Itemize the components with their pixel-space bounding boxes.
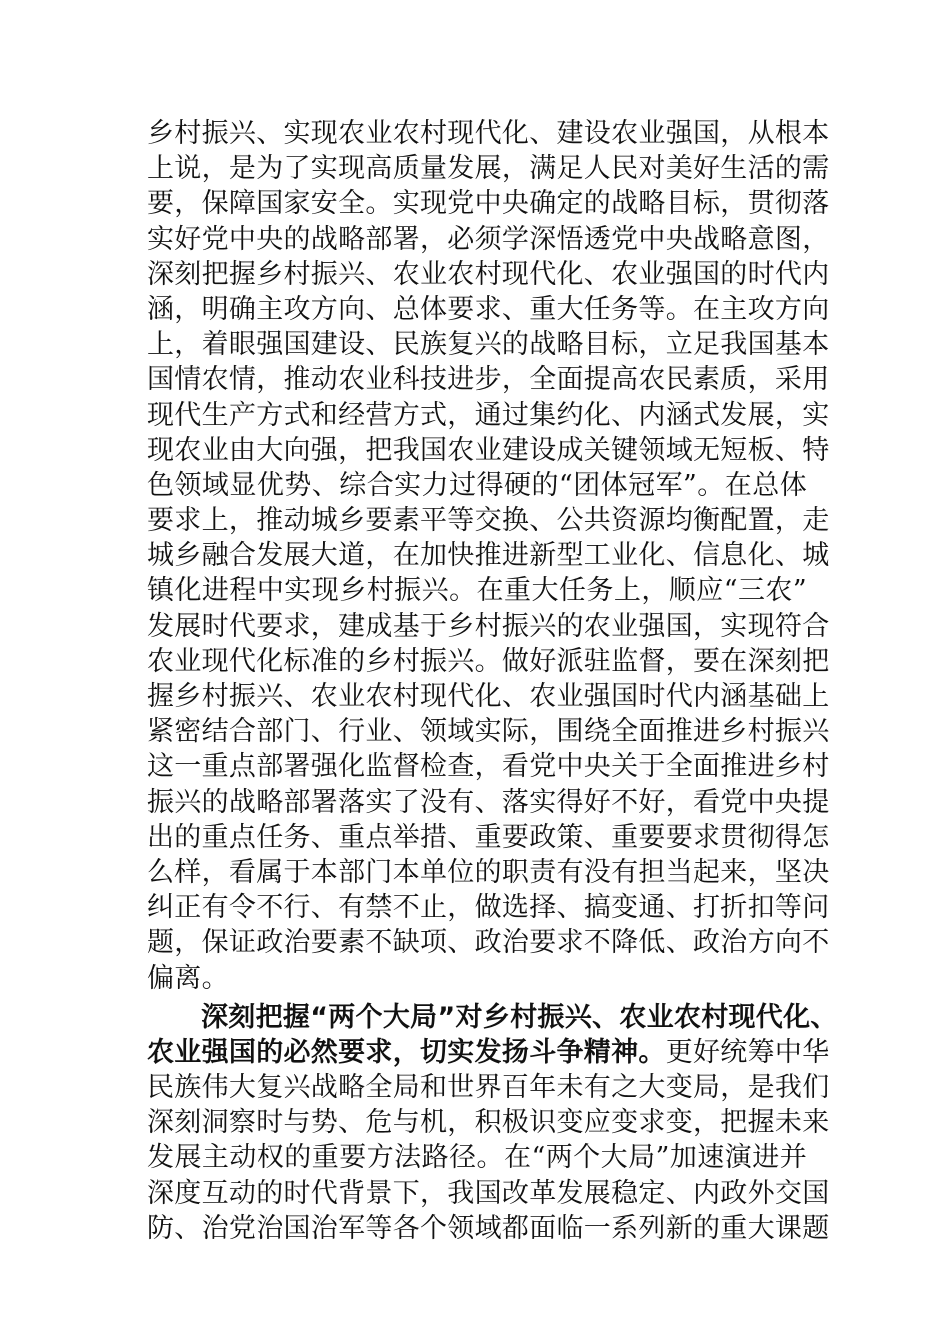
text-line: 偏离。	[147, 962, 229, 994]
text-line: 深刻洞察时与势、危与机，积极识变应变求变，把握未来	[147, 1107, 830, 1139]
text-line: 题，保证政治要素不缺项、政治要求不降低、政治方向不	[147, 927, 830, 959]
bold-heading-text: 农业强国的必然要求，切实发扬斗争精神。	[147, 1036, 666, 1068]
text-line: 紧密结合部门、行业、领域实际，围绕全面推进乡村振兴	[147, 716, 830, 748]
text-line: 深度互动的时代背景下，我国改革发展稳定、内政外交国	[147, 1177, 830, 1209]
text-line	[147, 1035, 830, 1070]
text-line: 城乡融合发展大道，在加快推进新型工业化、信息化、城	[147, 540, 830, 572]
text-line	[147, 1000, 838, 1035]
text-line: 现农业由大向强，把我国农业建设成关键领域无短板、特	[147, 434, 830, 466]
paragraph-2	[147, 1000, 838, 1246]
text-line: 实好党中央的战略部署，必须学深悟透党中央战略意图，	[147, 223, 830, 255]
text-line: 色领域显优势、综合实力过得硬的“团体冠军”。在总体	[147, 469, 807, 501]
text-line: 乡村振兴、实现农业农村现代化、建设农业强国，从根本	[147, 118, 830, 149]
text-line: 振兴的战略部署落实了没有、落实得好不好，看党中央提	[147, 786, 830, 818]
text-line: 镇化进程中实现乡村振兴。在重大任务上，顺应“三农”	[147, 575, 807, 607]
text-line: 握乡村振兴、农业农村现代化、农业强国时代内涵基础上	[147, 681, 830, 712]
text-line: 深刻把握乡村振兴、农业农村现代化、农业强国的时代内	[147, 258, 830, 290]
text-line: 出的重点任务、重点举措、重要政策、重要要求贯彻得怎	[147, 821, 830, 853]
text-line: 这一重点部署强化监督检查，看党中央关于全面推进乡村	[147, 751, 830, 783]
text-line: 民族伟大复兴战略全局和世界百年未有之大变局，是我们	[147, 1072, 830, 1104]
text-line: 么样，看属于本部门本单位的职责有没有担当起来，坚决	[147, 856, 830, 888]
text-line: 要，保障国家安全。实现党中央确定的战略目标，贯彻落	[147, 188, 830, 220]
text-line: 发展时代要求，建成基于乡村振兴的农业强国，实现符合	[147, 610, 830, 642]
text-line: 防、治党治国治军等各个领域都面临一系列新的重大课题	[147, 1212, 830, 1244]
bold-heading-text: 深刻把握“两个大局”对乡村振兴、农业农村现代化、	[201, 1001, 838, 1033]
text-line: 上说，是为了实现高质量发展，满足人民对美好生活的需	[147, 153, 830, 185]
text-line: 农业现代化标准的乡村振兴。做好派驻监督，要在深刻把	[147, 645, 830, 677]
body-text-run: 更好统筹中华	[665, 1036, 830, 1068]
text-line: 纠正有令不行、有禁不止，做选择、搞变通、打折扣等问	[147, 892, 830, 924]
text-line: 现代生产方式和经营方式，通过集约化、内涵式发展，实	[147, 399, 830, 431]
paragraph-1	[147, 116, 830, 996]
text-line: 发展主动权的重要方法路径。在“两个大局”加速演进并	[147, 1142, 807, 1174]
body-text	[147, 116, 838, 1246]
text-line: 要求上，推动城乡要素平等交换、公共资源均衡配置，走	[147, 505, 830, 537]
text-line: 国情农情，推动农业科技进步，全面提高农民素质，采用	[147, 364, 830, 396]
text-line: 上，着眼强国建设、民族复兴的战略目标，立足我国基本	[147, 329, 830, 361]
text-line: 涵，明确主攻方向、总体要求、重大任务等。在主攻方向	[147, 293, 830, 325]
